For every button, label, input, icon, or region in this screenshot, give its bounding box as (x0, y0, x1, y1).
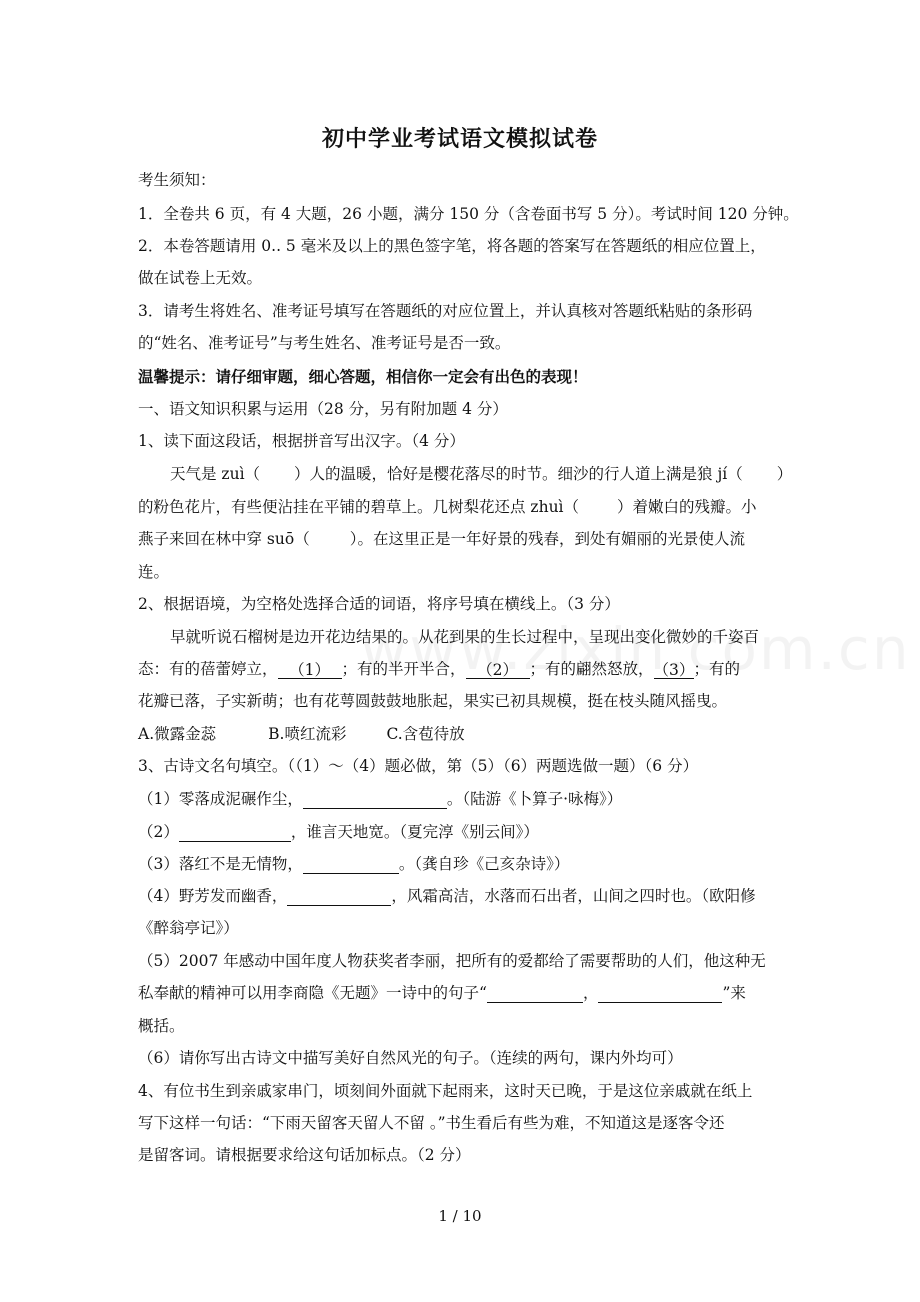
q3-s5-b: 私奉献的精神可以用李商隐《无题》一诗中的句子“ (138, 984, 487, 1002)
q2-option-b: B.喷红流彩 (268, 725, 347, 743)
q2-line-3: 花瓣已落，子实新萌；也有花萼圆鼓鼓地胀起，果实已初具规模，挺在枝头随风摇曳。 (138, 692, 728, 710)
q2-line-1: 早就听说石榴树是边开花边结果的。从花到果的生长过程中，呈现出变化微妙的千姿百 (170, 628, 760, 646)
q3-sentence-3 (138, 854, 788, 874)
q2-stem: 2、根据语境，为空格处选择合适的词语，将序号填在横线上。（3 分） (138, 595, 620, 613)
page-number: 1 / 10 (438, 1207, 482, 1225)
q4-line-1: 4、有位书生到亲戚家串门，顷刻间外面就下起雨来，这时天已晚，于是这位亲戚就在纸上 (138, 1082, 753, 1100)
q2-option-a: A.微露金蕊 (138, 725, 217, 743)
q2-line-2-a: 态：有的蓓蕾婷立， (138, 660, 278, 678)
q2-option-c: C.含苞待放 (386, 725, 465, 743)
q2-blank-2: （2） (466, 660, 530, 679)
q1-line-3-a: 燕子来回在林中穿 suō（ (138, 530, 310, 548)
q1-stem: 1、读下面这段话，根据拼音写出汉字。（4 分） (138, 432, 465, 450)
q3-s3-a: （3）落红不是无情物， (138, 855, 303, 873)
section-1-heading: 一、语文知识积累与运用（28 分，另有附加题 4 分） (138, 400, 508, 418)
q3-sentence-5: （5）2007 年感动中国年度人物获奖者李丽，把所有的爱都给了需要帮助的人们，他这种无 (138, 952, 766, 970)
q2-blank-1: （1） (278, 660, 342, 679)
q3-s4-blank (287, 889, 391, 906)
q3-sentence-4-cont: 《醉翁亭记》） (138, 919, 239, 937)
notice-item-2-cont: 做在试卷上无效。 (138, 269, 263, 287)
q3-sentence-5-end: 概括。 (138, 1017, 185, 1035)
notice-item-3: 3．请考生将姓名、准考证号填写在答题纸的对应位置上，并认真核对答题纸粘贴的条形码 (138, 302, 753, 320)
q1-line-4: 连。 (138, 563, 170, 581)
q3-sentence-6: （6）请你写出古诗文中描写美好自然风光的句子。（连续的两句，课内外均可） (138, 1049, 683, 1067)
q3-s2-b: ，谁言天地宽。（夏完淳《别云间》） (290, 823, 539, 841)
q3-s4-b: ，风霜高洁，水落而石出者，山间之四时也。（欧阳修 (391, 887, 756, 905)
q2-line-2-c: ；有的翩然怒放， (529, 660, 654, 678)
q3-sentence-1 (138, 789, 788, 809)
q3-s5-blank-1 (487, 986, 583, 1003)
q3-s3-b: 。（龚自珍《己亥杂诗》） (398, 855, 570, 873)
q3-s5-blank-2 (598, 986, 722, 1003)
page-title: 初中学业考试语文模拟试卷 (321, 126, 598, 152)
q3-s5-d: ”来 (722, 984, 746, 1002)
q3-sentence-5-cont (138, 983, 788, 1003)
q1-line-1 (138, 464, 820, 484)
q3-s2-a: （2） (138, 823, 179, 841)
q3-s2-blank (179, 825, 291, 842)
q3-s1-b: 。（陆游《卜算子·咏梅》） (446, 790, 623, 808)
notice-item-1: 1．全卷共 6 页，有 4 大题，26 小题，满分 150 分（含卷面书写 5 分）。考试时间 120 分钟。 (138, 205, 799, 223)
q3-sentence-4 (138, 886, 788, 906)
q3-s4-a: （4）野芳发而幽香， (138, 887, 288, 905)
q1-line-3 (138, 529, 788, 549)
q3-s5-c: ， (582, 984, 599, 1002)
q1-line-2 (138, 497, 788, 517)
q1-line-2-a: 的粉色花片，有些便沾挂在平铺的碧草上。几树梨花还点 zhuì（ (138, 498, 580, 516)
q3-s1-blank (303, 792, 447, 809)
q3-sentence-2 (138, 822, 788, 842)
q3-s3-blank (303, 857, 399, 874)
q3-s1-a: （1）零落成泥碾作尘， (138, 790, 303, 808)
q2-line-2-b: ；有的半开半合， (341, 660, 466, 678)
q1-line-1-b: ）人的温暖，恰好是樱花落尽的时节。细沙的行人道上满是狼 jí（ (294, 465, 743, 483)
q2-line-2-d: ；有的 (693, 660, 741, 678)
notice-item-2: 2．本卷答题请用 0.. 5 毫米及以上的黑色签字笔，将各题的答案写在答题纸的相应位置上， (138, 237, 766, 255)
notice-heading: 考生须知： (138, 171, 216, 189)
q2-options (138, 724, 788, 744)
q2-line-2 (138, 659, 788, 679)
q1-line-2-b: ）着嫩白的残瓣。小 (617, 498, 757, 516)
q1-line-1-a: 天气是 zuì（ (170, 465, 261, 483)
q1-line-1-c: ） (776, 465, 793, 483)
q4-line-3: 是留客词。请根据要求给这句话加标点。（2 分） (138, 1146, 471, 1164)
notice-item-3-cont: 的“姓名、准考证号”与考生姓名、准考证号是否一致。 (138, 334, 511, 352)
q4-line-2: 写下这样一句话：“下雨天留客天留人不留 。”书生看后有些为难，不知道这是逐客令还 (138, 1114, 725, 1132)
q2-blank-3: （3） (653, 661, 695, 679)
q1-line-3-b: ）。在这里正是一年好景的残春，到处有媚丽的光景使人流 (349, 530, 745, 548)
q3-stem: 3、古诗文名句填空。（（1）～（4）题必做，第（5）（6）两题选做一题）（6 分） (138, 757, 699, 775)
tip-text: 温馨提示：请仔细审题，细心答题，相信你一定会有出色的表现！ (138, 367, 588, 386)
